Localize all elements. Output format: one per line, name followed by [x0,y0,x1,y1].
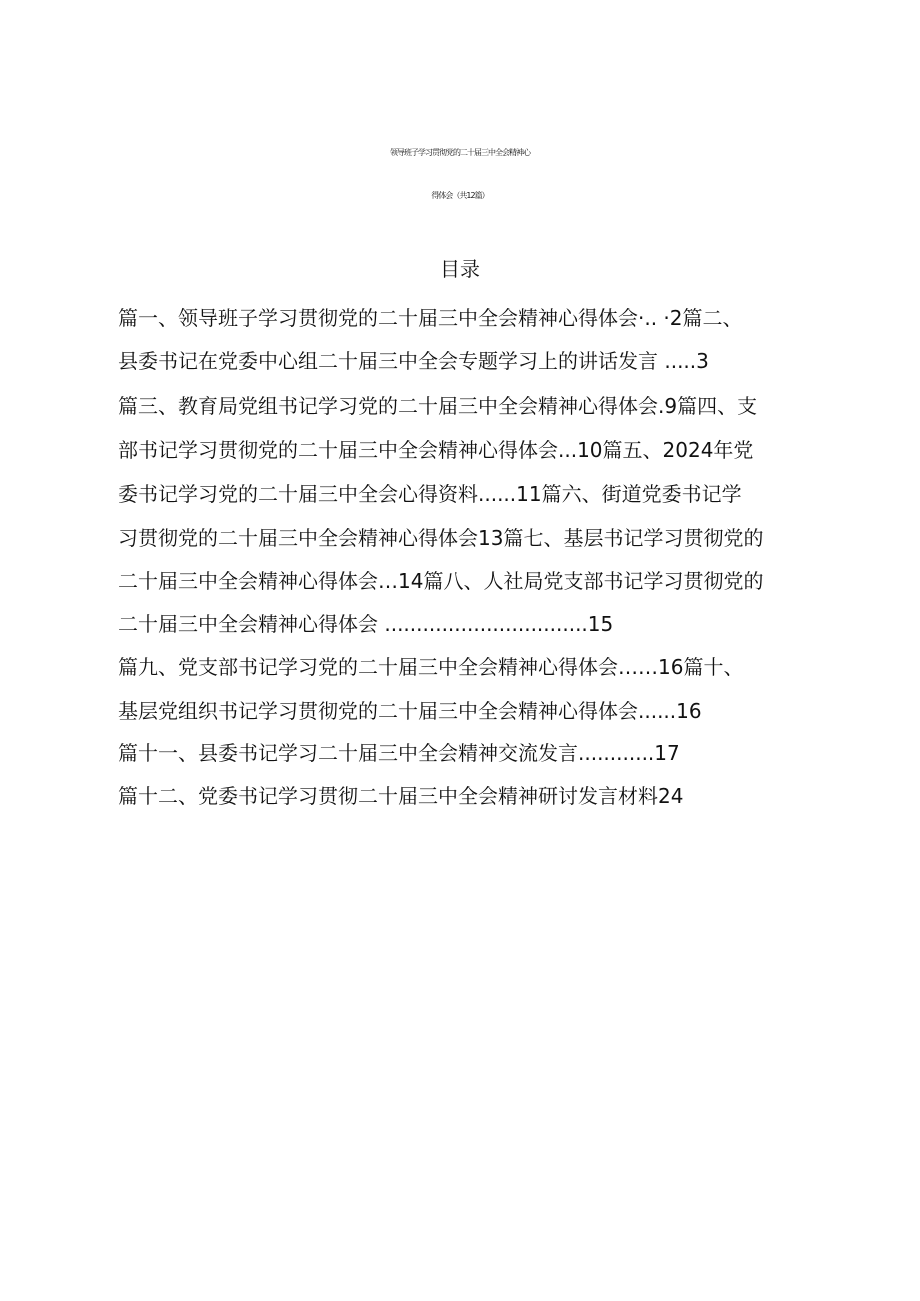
toc-line: 部书记学习贯彻党的二十届三中全会精神心得体会...10篇五、2024年党 [118,438,754,462]
toc-line: 篇十二、党委书记学习贯彻二十届三中全会精神研讨发言材料24 [118,784,684,808]
toc-line: 县委书记在党委中心组二十届三中全会专题学习上的讲话发言 .....3 [118,349,709,373]
toc-line: 委书记学习党的二十届三中全会心得资料......11篇六、街道党委书记学 [118,482,742,506]
toc-line: 二十届三中全会精神心得体会…14篇八、人社局党支部书记学习贯彻党的 [118,569,764,593]
toc-line: 基层党组织书记学习贯彻党的二十届三中全会精神心得体会......16 [118,699,702,723]
toc-line: 篇三、教育局党组书记学习党的二十届三中全会精神心得体会.9篇四、支 [118,394,758,418]
toc-heading: 目录 [440,257,480,281]
toc-line: 二十届三中全会精神心得体会 ................................15 [118,612,614,636]
toc-line: 习贯彻党的二十届三中全会精神心得体会13篇七、基层书记学习贯彻党的 [118,526,764,550]
document-title-line-1: 领导班子学习贯彻党的二十届三中全会精神心 [390,148,530,157]
toc-line: 篇一、领导班子学习贯彻党的二十届三中全会精神心得体会·.. ·2篇二、 [118,306,743,330]
document-title-line-2: 得体会（共12篇） [431,191,489,200]
toc-line: 篇九、党支部书记学习党的二十届三中全会精神心得体会……16篇十、 [118,655,744,679]
toc-line: 篇十一、县委书记学习二十届三中全会精神交流发言............17 [118,741,680,765]
